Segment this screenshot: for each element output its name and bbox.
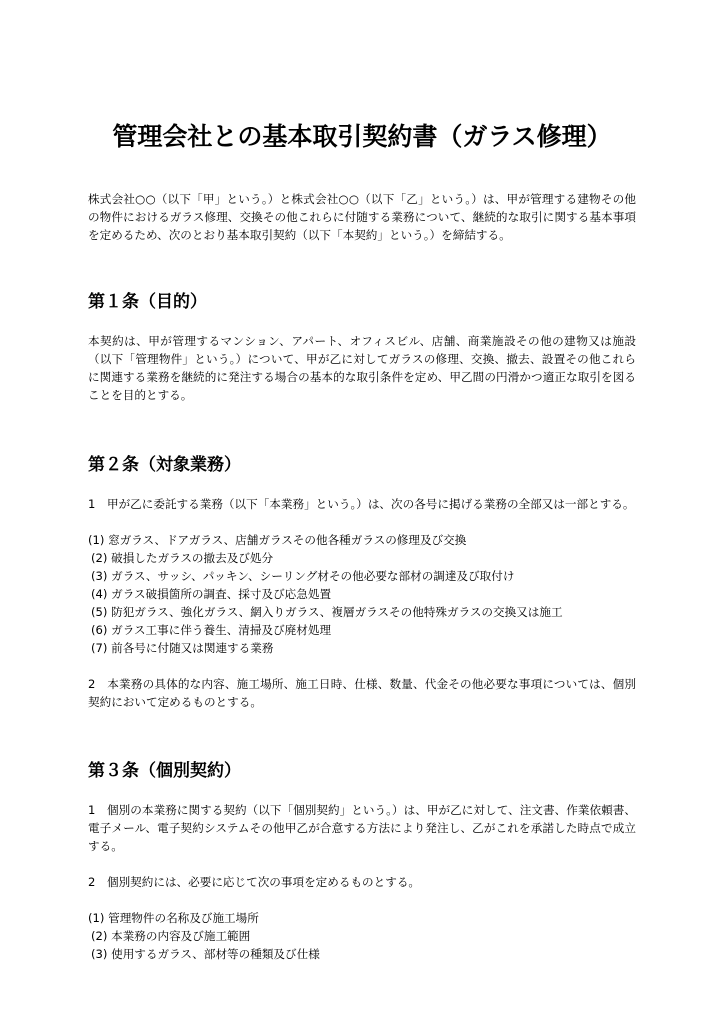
list-item: (1) 窓ガラス、ドアガラス、店舗ガラスその他各種ガラスの修理及び交換 [88, 533, 467, 547]
preamble-paragraph: 株式会社○○（以下「甲」という。）と株式会社○○（以下「乙」という。）は、甲が管理する建物その他の物件におけるガラス修理、交換その他これらに付随する業務について、継続的な取引に関する基本事項を定めるため、次のとおり基本取引契約（以下「本契約」という。）を締結する。 [88, 192, 636, 242]
article-2-item-list [88, 531, 636, 657]
list-item: (2) 破損したガラスの撤去及び処分 [91, 551, 274, 565]
list-item: (1) 管理物件の名称及び施工場所 [88, 911, 259, 925]
document-title: 管理会社との基本取引契約書（ガラス修理） [112, 122, 612, 151]
article-3-heading: 第３条（個別契約） [88, 761, 241, 781]
article-2-heading: 第２条（対象業務） [88, 455, 241, 475]
article-1-paragraph: 本契約は、甲が管理するマンション、アパート、オフィスビル、店舗、商業施設その他の建物又は施設（以下「管理物件」という。）について、甲が乙に対してガラスの修理、交換、撤去、設置その他これらに関連する業務を継続的に発注する場合の基本的な取引条件を定め、甲乙間の円滑かつ適正な取引を図ることを目的とする。 [88, 334, 636, 402]
list-item: (5) 防犯ガラス、強化ガラス、網入りガラス、複層ガラスその他特殊ガラスの交換又は施工 [91, 605, 563, 619]
article-2-paragraph-1: 1 甲が乙に委託する業務（以下「本業務」という。）は、次の各号に掲げる業務の全部又は一部とする。 [88, 497, 635, 511]
list-item: (3) 使用するガラス、部材等の種類及び仕様 [91, 947, 320, 961]
list-item: (3) ガラス、サッシ、パッキン、シーリング材その他必要な部材の調達及び取付け [91, 569, 515, 583]
list-item: (7) 前各号に付随又は関連する業務 [91, 641, 274, 655]
article-3-paragraph-2: 2 個別契約には、必要に応じて次の事項を定めるものとする。 [88, 875, 421, 889]
article-2-paragraph-2: 2 本業務の具体的な内容、施工場所、施工日時、仕様、数量、代金その他必要な事項については、個別契約において定めるものとする。 [88, 677, 636, 709]
list-item: (6) ガラス工事に伴う養生、清掃及び廃材処理 [91, 623, 332, 637]
list-item: (4) ガラス破損箇所の調査、採寸及び応急処置 [91, 587, 332, 601]
article-3-paragraph-1: 1 個別の本業務に関する契約（以下「個別契約」という。）は、甲が乙に対して、注文書、作業依頼書、電子メール、電子契約システムその他甲乙が合意する方法により発注し、乙がこれを承諾した時点で成立する。 [88, 803, 636, 853]
list-item: (2) 本業務の内容及び施工範囲 [91, 929, 251, 943]
article-1-heading: 第１条（目的） [88, 292, 207, 312]
article-3-item-list [88, 909, 636, 963]
